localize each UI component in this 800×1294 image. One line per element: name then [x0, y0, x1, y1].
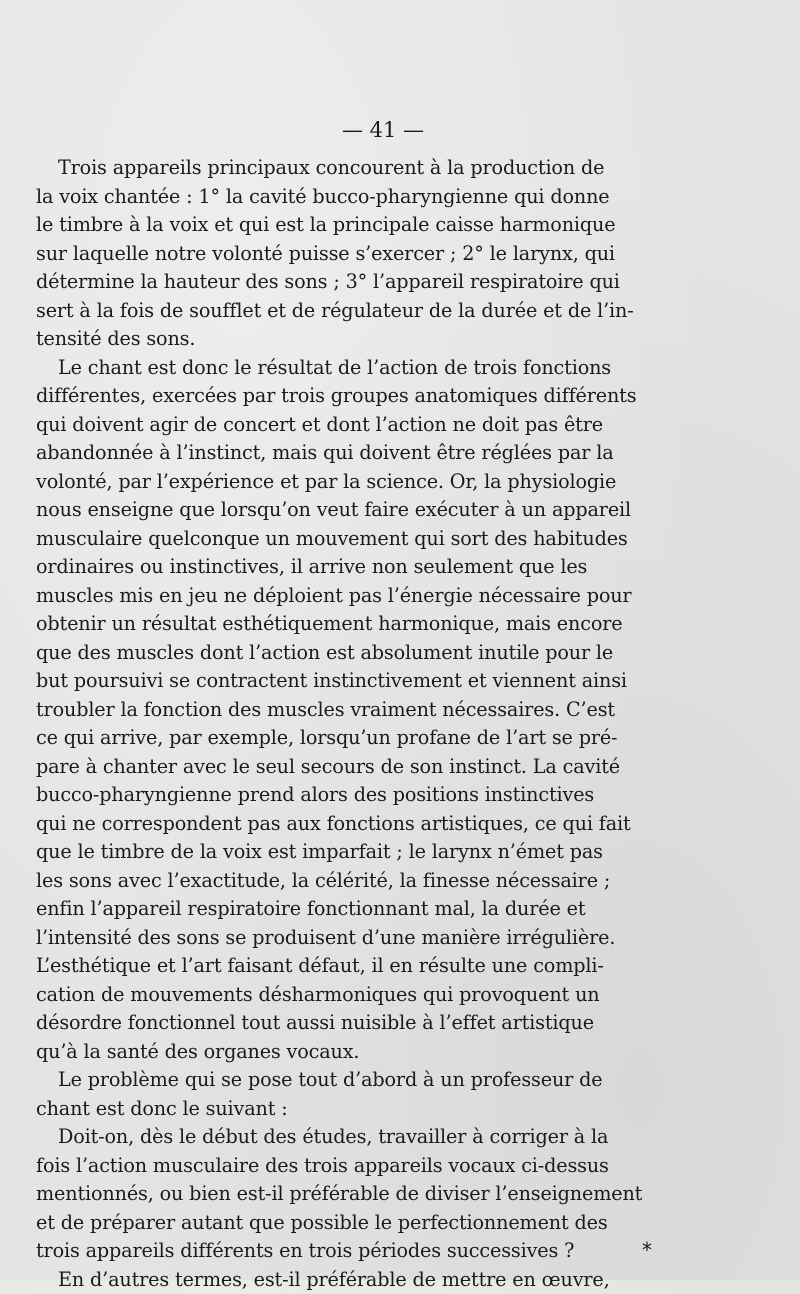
text-line: nous enseigne que lorsqu’on veut faire exécuter à un appareil [36, 496, 700, 525]
text-line: musculaire quelconque un mouvement qui sort des habitudes [36, 525, 700, 554]
text-line: cation de mouvements désharmoniques qui provoquent un [36, 981, 700, 1010]
text-line: que des muscles dont l’action est absolument inutile pour le [36, 639, 700, 668]
text-line: que le timbre de la voix est imparfait ; le larynx n’émet pas [36, 838, 700, 867]
text-line: muscles mis en jeu ne déploient pas l’énergie nécessaire pour [36, 582, 700, 611]
paragraph-2 [36, 354, 700, 1067]
book-page [36, 110, 700, 1294]
footer-asterisk: * [642, 1238, 652, 1262]
paragraph-4 [36, 1123, 700, 1266]
text-line: l’intensité des sons se produisent d’une manière irrégulière. [36, 924, 700, 953]
text-line: Le chant est donc le résultat de l’action de trois fonctions [36, 354, 700, 383]
text-line: désordre fonctionnel tout aussi nuisible à l’effet artistique [36, 1009, 700, 1038]
text-line: mentionnés, ou bien est-il préférable de diviser l’enseignement [36, 1180, 700, 1209]
text-line: L’esthétique et l’art faisant défaut, il en résulte une compli- [36, 952, 700, 981]
text-line: bucco-pharyngienne prend alors des positions instinctives [36, 781, 700, 810]
page-number: — 41 — [36, 110, 700, 150]
text-line: enfin l’appareil respiratoire fonctionnant mal, la durée et [36, 895, 700, 924]
text-line: sert à la fois de soufflet et de régulateur de la durée et de l’in- [36, 297, 700, 326]
text-line: En d’autres termes, est-il préférable de mettre en œuvre, [36, 1266, 700, 1294]
text-line: trois appareils différents en trois périodes successives ? [36, 1237, 700, 1266]
text-line: détermine la hauteur des sons ; 3° l’appareil respiratoire qui [36, 268, 700, 297]
paragraph-1 [36, 154, 700, 354]
text-line: qui ne correspondent pas aux fonctions artistiques, ce qui fait [36, 810, 700, 839]
text-line: le timbre à la voix et qui est la principale caisse harmonique [36, 211, 700, 240]
text-line: pare à chanter avec le seul secours de son instinct. La cavité [36, 753, 700, 782]
text-line: Trois appareils principaux concourent à la production de [36, 154, 700, 183]
text-line: la voix chantée : 1° la cavité bucco-pharyngienne qui donne [36, 183, 700, 212]
text-line: chant est donc le suivant : [36, 1095, 700, 1124]
text-line: obtenir un résultat esthétiquement harmonique, mais encore [36, 610, 700, 639]
text-line: Le problème qui se pose tout d’abord à un professeur de [36, 1066, 700, 1095]
text-line: volonté, par l’expérience et par la science. Or, la physiologie [36, 468, 700, 497]
text-line: les sons avec l’exactitude, la célérité, la finesse nécessaire ; [36, 867, 700, 896]
text-line: ce qui arrive, par exemple, lorsqu’un profane de l’art se pré- [36, 724, 700, 753]
text-line: qu’à la santé des organes vocaux. [36, 1038, 700, 1067]
paragraph-3 [36, 1066, 700, 1123]
text-line: abandonnée à l’instinct, mais qui doivent être réglées par la [36, 439, 700, 468]
text-line: différentes, exercées par trois groupes anatomiques différents [36, 382, 700, 411]
text-line: but poursuivi se contractent instinctivement et viennent ainsi [36, 667, 700, 696]
text-line: ordinaires ou instinctives, il arrive non seulement que les [36, 553, 700, 582]
text-line: troubler la fonction des muscles vraiment nécessaires. C’est [36, 696, 700, 725]
text-line: fois l’action musculaire des trois appareils vocaux ci-dessus [36, 1152, 700, 1181]
text-line: qui doivent agir de concert et dont l’action ne doit pas être [36, 411, 700, 440]
text-line: tensité des sons. [36, 325, 700, 354]
text-line: sur laquelle notre volonté puisse s’exercer ; 2° le larynx, qui [36, 240, 700, 269]
text-line: et de préparer autant que possible le perfectionnement des [36, 1209, 700, 1238]
text-line: Doit-on, dès le début des études, travailler à corriger à la [36, 1123, 700, 1152]
